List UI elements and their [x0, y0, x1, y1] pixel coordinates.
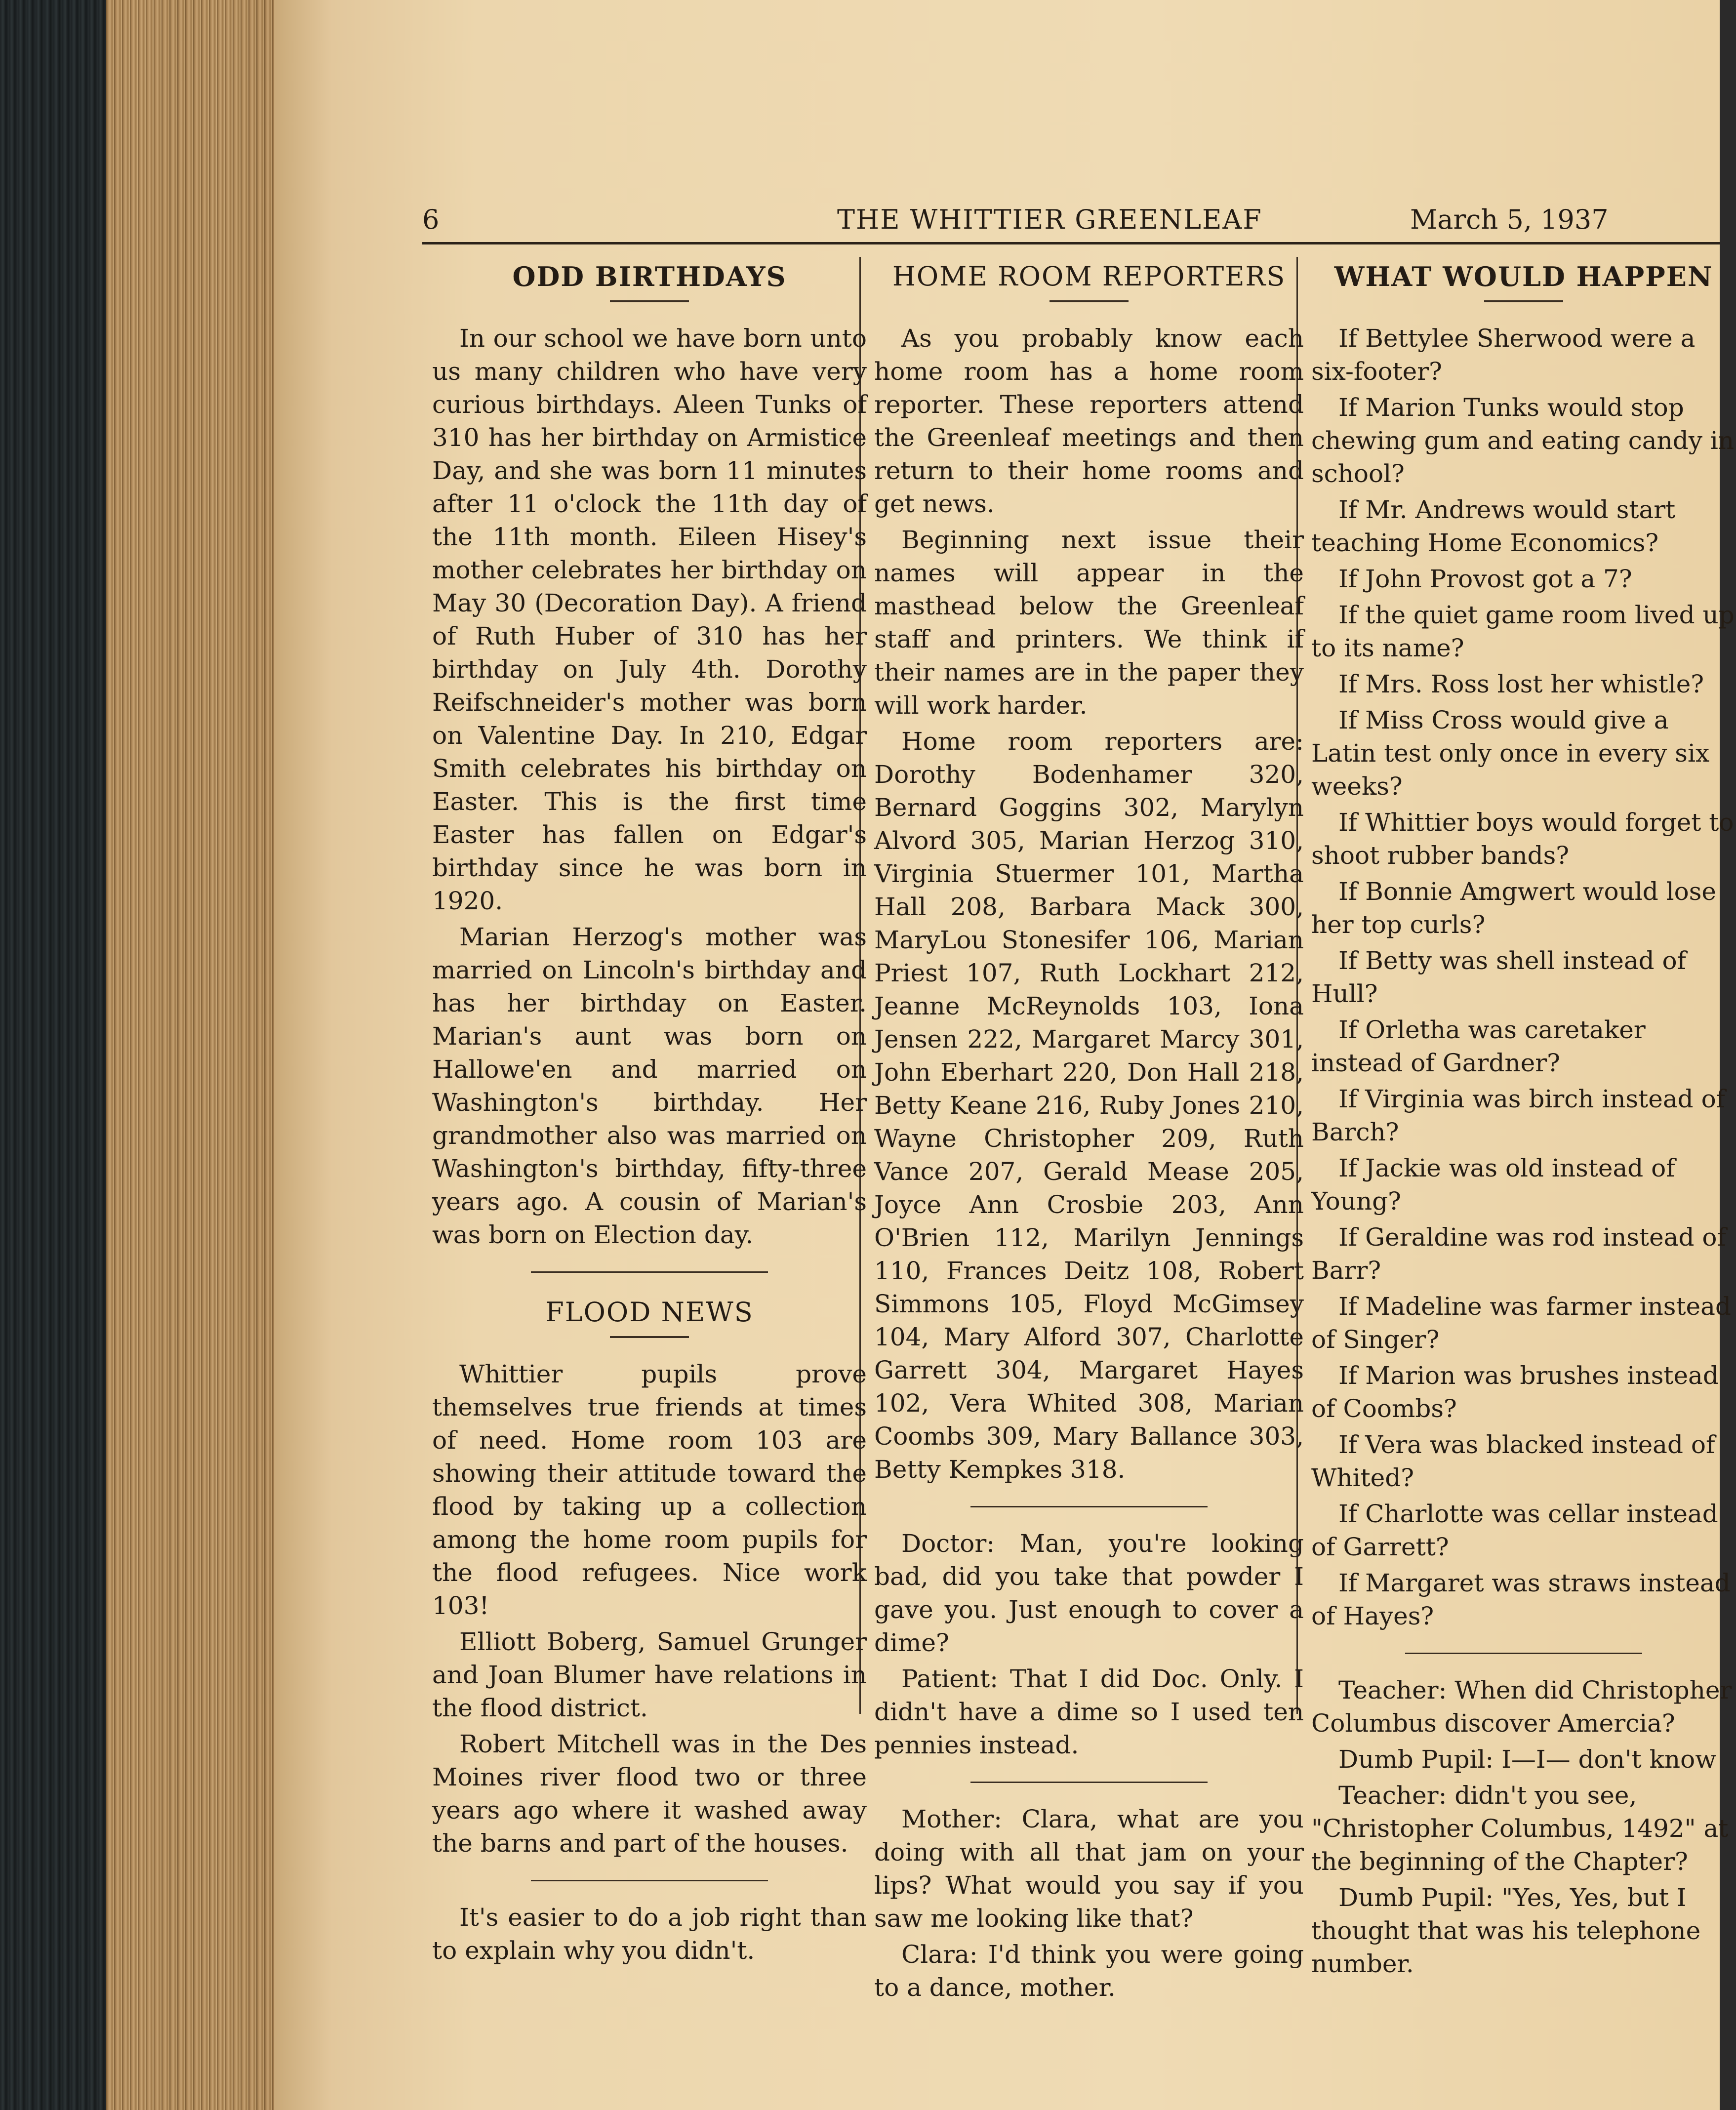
list-item: If Margaret was straws instead of Hayes? — [1311, 1569, 1731, 1630]
list-item: If Charlotte was cellar instead of Garrett? — [1311, 1500, 1718, 1561]
list-item: If Mr. Andrews would start teaching Home Economics? — [1311, 495, 1676, 557]
joke-line: Patient: That I did Doc. Only. I didn't have a dime so I used ten pennies instead. — [874, 1664, 1304, 1759]
article-paragraph: Elliott Boberg, Samuel Grunger and Joan Blumer have relations in the flood district. — [432, 1627, 867, 1722]
masthead — [422, 195, 1726, 244]
newspaper-page — [274, 0, 1735, 2110]
article-paragraph: In our school we have born unto us many children who have very curious birthdays. Aleen Tunks of 310 has her birthday on Armistice Day, and she was born 11 minutes after 11 o'clock the 11th day of the 11th month. Eileen Hisey's mother celebrates her birthday on May 30 (Decoration Day). A friend of Ruth Huber of 310 has her birthday on July 4th. Dorothy Reifschneider's mother was born on Valentine Day. In 210, Edgar Smith celebrates his birthday on Easter. This is the first time Easter has fallen on Edgar's birthday since he was born in 1920. — [432, 324, 867, 915]
list-item: If Marion Tunks would stop chewing gum and eating candy in school? — [1311, 393, 1735, 488]
page-number: 6 — [422, 204, 440, 235]
what-would-happen-heading: WHAT WOULD HAPPEN — [1334, 261, 1713, 292]
issue-date: March 5, 1937 — [1410, 204, 1609, 235]
list-item: If Miss Cross would give a Latin test only once in every six weeks? — [1311, 706, 1710, 801]
joke-line: Clara: I'd think you were going to a dance, mother. — [874, 1940, 1304, 2002]
list-item: If Orletha was caretaker instead of Gardner? — [1311, 1015, 1646, 1077]
masthead-rule — [422, 242, 1720, 244]
list-item: If the quiet game room lived up to its name? — [1311, 601, 1735, 662]
reporters-list: Home room reporters are: Dorothy Bodenhamer 320, Bernard Goggins 302, Marylyn Alvord 305, Marian Herzog 310, Virginia Stuermer 101, Martha Hall 208, Barbara Mack 300, MaryLou Stonesifer 106, Marian Priest 107, Ruth Lockhart 212, Jeanne McReynolds 103, Iona Jensen 222, Margaret Marcy 301, John Eberhart 220, Don Hall 218, Betty Keane 216, Ruby Jones 210, Wayne Christopher 209, Ruth Vance 207, Gerald Mease 205, Joyce Ann Crosbie 203, Ann O'Brien 112, Marilyn Jennings 110, Frances Deitz 108, Robert Simmons 105, Floyd McGimsey 104, Mary Alford 307, Charlotte Garrett 304, Margaret Hayes 102, Vera Whited 308, Marian Coombs 309, Mary Ballance 303, Betty Kempkes 318. — [874, 727, 1304, 1484]
article-paragraph: Whittier pupils prove themselves true friends at times of need. Home room 103 are showing their attitude toward the flood by taking up a collection among the home room pupils for the flood refugees. Nice work 103! — [432, 1360, 867, 1620]
list-item: If Geraldine was rod instead of Barr? — [1311, 1223, 1726, 1285]
heading-rule — [610, 1336, 689, 1338]
list-item: If Virginia was birch instead of Barch? — [1311, 1085, 1726, 1146]
section-separator — [970, 1782, 1208, 1783]
list-item: If Vera was blacked instead of Whited? — [1311, 1430, 1715, 1492]
heading-rule — [1050, 300, 1129, 302]
section-separator — [531, 1880, 768, 1881]
column-2 — [874, 252, 1304, 2002]
list-item: If Betty was shell instead of Hull? — [1311, 946, 1687, 1008]
list-item: If Madeline was farmer instead of Singer? — [1311, 1292, 1731, 1354]
joke-line: Dumb Pupil: I—I— don't know — [1338, 1745, 1717, 1774]
column-1 — [432, 252, 867, 1981]
section-separator — [970, 1506, 1208, 1507]
column-3 — [1311, 252, 1736, 1981]
page-edges — [106, 0, 274, 2110]
book-spine — [0, 0, 106, 2110]
joke-line: Dumb Pupil: "Yes, Yes, but I thought that was his telephone number. — [1311, 1883, 1701, 1978]
joke-line: Teacher: When did Christopher Columbus discover Amercia? — [1311, 1676, 1732, 1738]
section-separator — [531, 1271, 768, 1273]
section-separator — [1405, 1653, 1642, 1654]
list-item: If Mrs. Ross lost her whistle? — [1338, 670, 1704, 698]
list-item: If John Provost got a 7? — [1338, 565, 1632, 593]
flood-news-heading: FLOOD NEWS — [545, 1297, 754, 1328]
article-paragraph: Marian Herzog's mother was married on Lincoln's birthday and has her birthday on Easter. Marian's aunt was born on Hallowe'en and married on Washington's birthday. Her grandmother also was married on Washington's birthday, fifty-three years ago. A cousin of Marian's was born on Election day. — [432, 923, 867, 1249]
article-paragraph: Robert Mitchell was in the Des Moines river flood two or three years ago where it washed away the barns and part of the houses. — [432, 1730, 867, 1858]
article-paragraph: Beginning next issue their names will appear in the masthead below the Greenleaf staff and printers. We think if their names are in the paper they will work harder. — [874, 526, 1304, 720]
list-item: If Marion was brushes instead of Coombs? — [1311, 1361, 1719, 1423]
heading-rule — [610, 300, 689, 302]
heading-rule — [1484, 300, 1563, 302]
joke-line: Mother: Clara, what are you doing with all that jam on your lips? What would you say if you saw me looking like that? — [874, 1805, 1304, 1933]
odd-birthdays-heading: ODD BIRTHDAYS — [512, 261, 787, 292]
joke-line: Doctor: Man, you're looking bad, did you take that powder I gave you. Just enough to cover a dime? — [874, 1529, 1304, 1657]
reporters-heading: HOME ROOM REPORTERS — [892, 261, 1286, 292]
list-item: If Whittier boys would forget to shoot rubber bands? — [1311, 808, 1734, 870]
list-item: If Bonnie Amgwert would lose her top curls? — [1311, 877, 1717, 939]
list-item: If Jackie was old instead of Young? — [1311, 1154, 1675, 1216]
article-paragraph: As you probably know each home room has a home room reporter. These reporters attend the Greenleaf meetings and then return to their home rooms and get news. — [874, 324, 1304, 518]
joke-line: Teacher: didn't you see, "Christopher Columbus, 1492" at the beginning of the Chapter? — [1311, 1781, 1729, 1876]
filler-quote: It's easier to do a job right than to explain why you didn't. — [432, 1903, 867, 1965]
list-item: If Bettylee Sherwood were a six-footer? — [1311, 324, 1696, 386]
newspaper-title: THE WHITTIER GREENLEAF — [837, 204, 1262, 235]
